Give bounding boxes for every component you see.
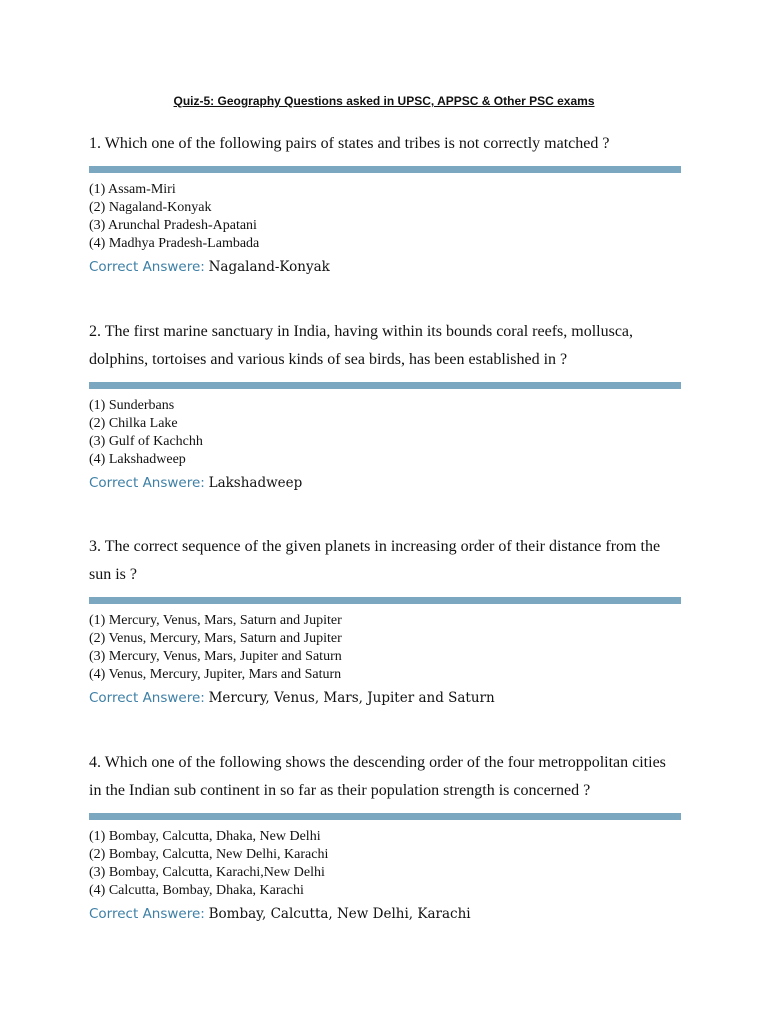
option-item: (1) Assam-Miri xyxy=(89,182,176,197)
options-list xyxy=(89,181,681,253)
option-item: (3) Gulf of Kachchh xyxy=(89,434,203,449)
answer-label: Correct Answere: xyxy=(89,906,205,922)
question-text: 1. Which one of the following pairs of states and tribes is not correctly matched ? xyxy=(89,135,610,152)
question-text: 4. Which one of the following shows the descending order of the four metroppolitan cities in the Indian sub continent in so far as their population strength is concerned ? xyxy=(89,754,666,799)
option-item: (4) Calcutta, Bombay, Dhaka, Karachi xyxy=(89,883,304,898)
answer-label: Correct Answere: xyxy=(89,690,205,706)
options-list xyxy=(89,612,681,684)
correct-answer xyxy=(89,256,681,278)
question-text: 2. The first marine sanctuary in India, having within its bounds coral reefs, mollusca, dolphins, tortoises and various kinds of sea birds, has been established in ? xyxy=(89,323,634,368)
answer-value: Bombay, Calcutta, New Delhi, Karachi xyxy=(208,906,471,922)
section-divider xyxy=(89,813,681,820)
question-block xyxy=(89,533,681,709)
section-divider xyxy=(89,597,681,604)
option-item: (2) Bombay, Calcutta, New Delhi, Karachi xyxy=(89,847,329,862)
option-item: (2) Venus, Mercury, Mars, Saturn and Jupiter xyxy=(89,631,342,646)
correct-answer xyxy=(89,903,681,925)
option-item: (3) Mercury, Venus, Mars, Jupiter and Saturn xyxy=(89,649,342,664)
question-block xyxy=(89,130,681,278)
options-list xyxy=(89,828,681,900)
option-item: (3) Bombay, Calcutta, Karachi,New Delhi xyxy=(89,865,325,880)
section-divider xyxy=(89,166,681,173)
answer-value: Nagaland-Konyak xyxy=(208,259,330,275)
option-item: (1) Sunderbans xyxy=(89,398,175,413)
option-item: (2) Chilka Lake xyxy=(89,416,178,431)
answer-label: Correct Answere: xyxy=(89,475,205,491)
correct-answer xyxy=(89,472,681,494)
page-title: Quiz-5: Geography Questions asked in UPSC, APPSC & Other PSC exams xyxy=(173,94,595,108)
option-item: (1) Bombay, Calcutta, Dhaka, New Delhi xyxy=(89,829,321,844)
answer-value: Mercury, Venus, Mars, Jupiter and Saturn xyxy=(208,690,495,706)
option-item: (4) Venus, Mercury, Jupiter, Mars and Saturn xyxy=(89,667,342,682)
option-item: (4) Madhya Pradesh-Lambada xyxy=(89,236,260,251)
option-item: (1) Mercury, Venus, Mars, Saturn and Jupiter xyxy=(89,613,342,628)
answer-value: Lakshadweep xyxy=(208,475,303,491)
option-item: (3) Arunchal Pradesh-Apatani xyxy=(89,218,257,233)
option-item: (2) Nagaland-Konyak xyxy=(89,200,212,215)
answer-label: Correct Answere: xyxy=(89,259,205,275)
option-item: (4) Lakshadweep xyxy=(89,452,186,467)
options-list xyxy=(89,397,681,469)
question-text: 3. The correct sequence of the given planets in increasing order of their distance from the sun is ? xyxy=(89,538,661,583)
correct-answer xyxy=(89,687,681,709)
section-divider xyxy=(89,382,681,389)
question-block xyxy=(89,318,681,494)
question-block xyxy=(89,749,681,925)
